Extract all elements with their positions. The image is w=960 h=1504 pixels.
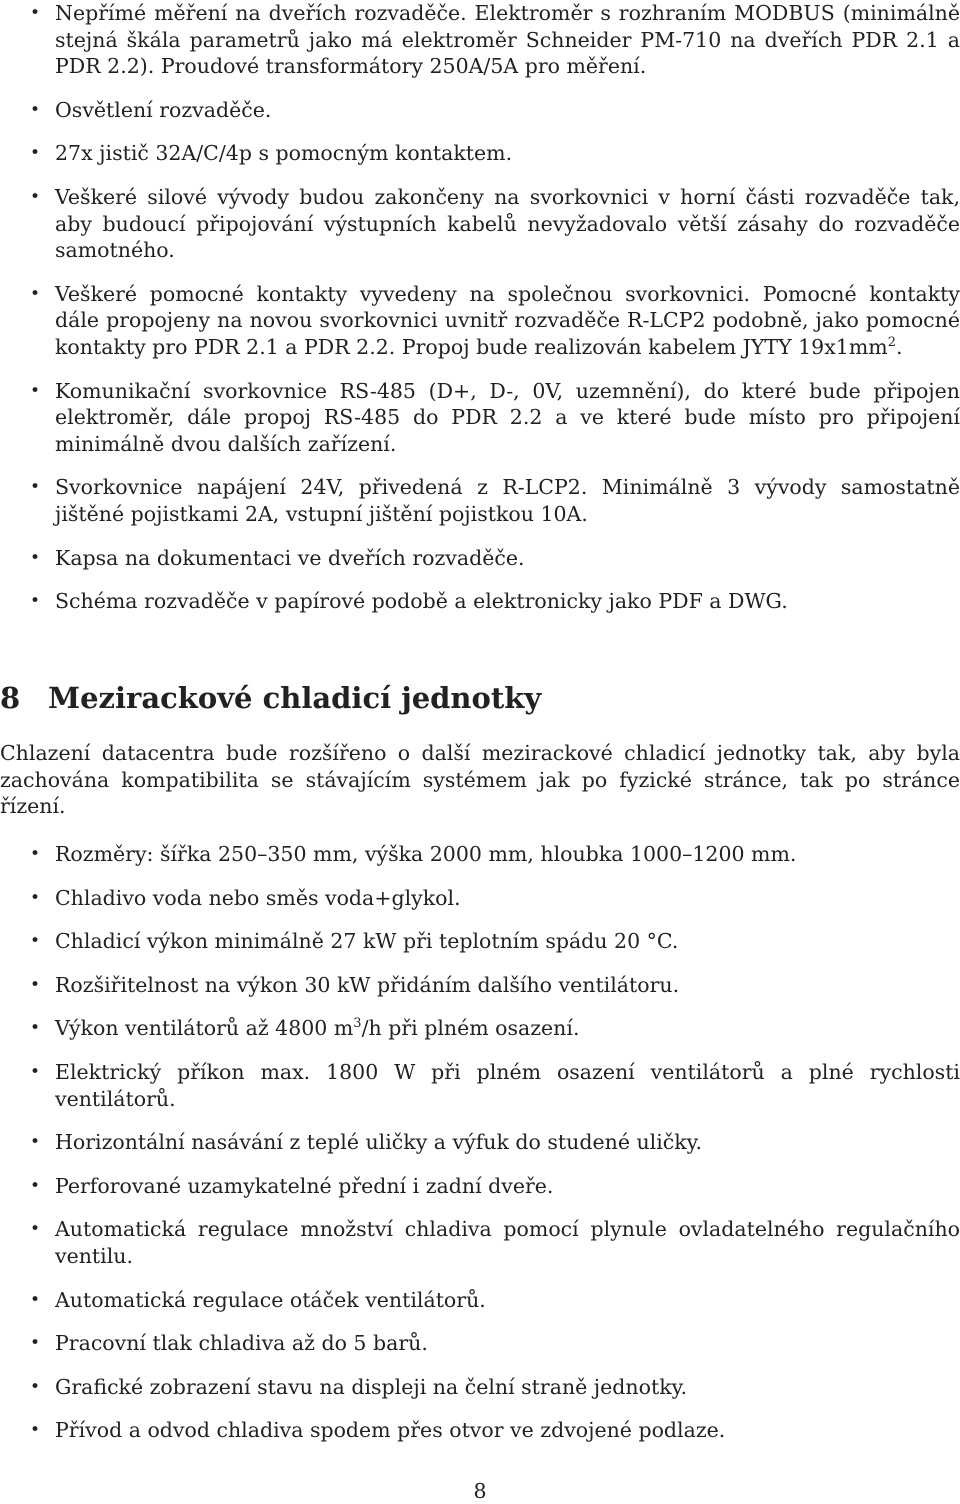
section-heading [0,680,541,716]
list-item: • Kapsa na dokumentaci ve dveřích rozvaděče. [0,545,960,572]
list-item: • Komunikační svorkovnice RS-485 (D+, D-, 0V, uzemnění), do které bude připojen elektroměr, dále propoj RS-485 do PDR 2.2 a ve které bude místo pro připojení minimálně dvou dalších zařízení. [0,378,960,458]
list-item: • Svorkovnice napájení 24V, přivedená z R-LCP2. Minimálně 3 vývody samostatně jištěné pojistkami 2A, vstupní jištění pojistkou 10A. [0,474,960,527]
list-item: • Chladivo voda nebo směs voda+glykol. [0,885,960,912]
list-item: • Automatická regulace množství chladiva pomocí plynule ovladatelného regulačního ventilu. [0,1216,960,1269]
list-item: • Elektrický příkon max. 1800 W při plném osazení ventilátorů a plné rychlosti ventilátorů. [0,1059,960,1112]
list-item: • Veškeré silové vývody budou zakončeny na svorkovnici v horní části rozvaděče tak, aby budoucí připojování výstupních kabelů nevyžadovalo větší zásahy do rozvaděče samotného. [0,184,960,264]
list-item: • Schéma rozvaděče v papírové podobě a elektronicky jako PDF a DWG. [0,588,960,615]
list-item: • Grafické zobrazení stavu na displeji na čelní straně jednotky. [0,1374,960,1401]
list-item: • Pracovní tlak chladiva až do 5 barů. [0,1330,960,1357]
list-item: • Automatická regulace otáček ventilátorů. [0,1287,960,1314]
list-item: • Rozšiřitelnost na výkon 30 kW přidáním dalšího ventilátoru. [0,972,960,999]
section-title: Mezirackové chladicí jednotky [48,681,542,715]
section-number: 8 [0,681,21,715]
list-item: • Nepřímé měření na dveřích rozvaděče. Elektroměr s rozhraním MODBUS (minimálně stejná škála parametrů jako má elektroměr Schneider PM-710 na dveřích PDR 2.1 a PDR 2.2). Proudové transformátory 250A/5A pro měření. [0,0,960,80]
list-item: • Chladicí výkon minimálně 27 kW při teplotním spádu 20 °C. [0,928,960,955]
section-intro: Chlazení datacentra bude rozšířeno o další mezirackové chladicí jednotky tak, aby byla zachována kompatibilita se stávajícím systémem jak po fyzické stránce, tak po stránce řízení. [0,741,960,819]
requirements-list [0,0,960,632]
list-item: • Veškeré pomocné kontakty vyvedeny na společnou svorkovnici. Pomocné kontakty dále propojeny na novou svorkovnici uvnitř rozvaděče R-LCP2 podobně, jako pomocné kontakty pro PDR 2.1 a PDR 2.2. Propoj bude realizován kabelem JYTY $19x1mm^2$. [0,281,960,361]
list-item: • Osvětlení rozvaděče. [0,97,960,124]
list-item: • Horizontální nasávání z teplé uličky a výfuk do studené uličky. [0,1129,960,1156]
list-item: • Rozměry: šířka 250–350 mm, výška 2000 mm, hloubka 1000–1200 mm. [0,841,960,868]
specification-list [0,841,960,1461]
page-number: 8 [473,1479,487,1503]
list-item: • 27x jistič 32A/C/4p s pomocným kontaktem. [0,140,960,167]
list-item: • Perforované uzamykatelné přední i zadní dveře. [0,1173,960,1200]
list-item: • Výkon ventilátorů až 4800 $m^3/h$ při plném osazení. [0,1015,960,1042]
superscript: 3 [353,1016,362,1032]
list-item: • Přívod a odvod chladiva spodem přes otvor ve zdvojené podlaze. [0,1417,960,1444]
superscript: 2 [887,334,896,350]
